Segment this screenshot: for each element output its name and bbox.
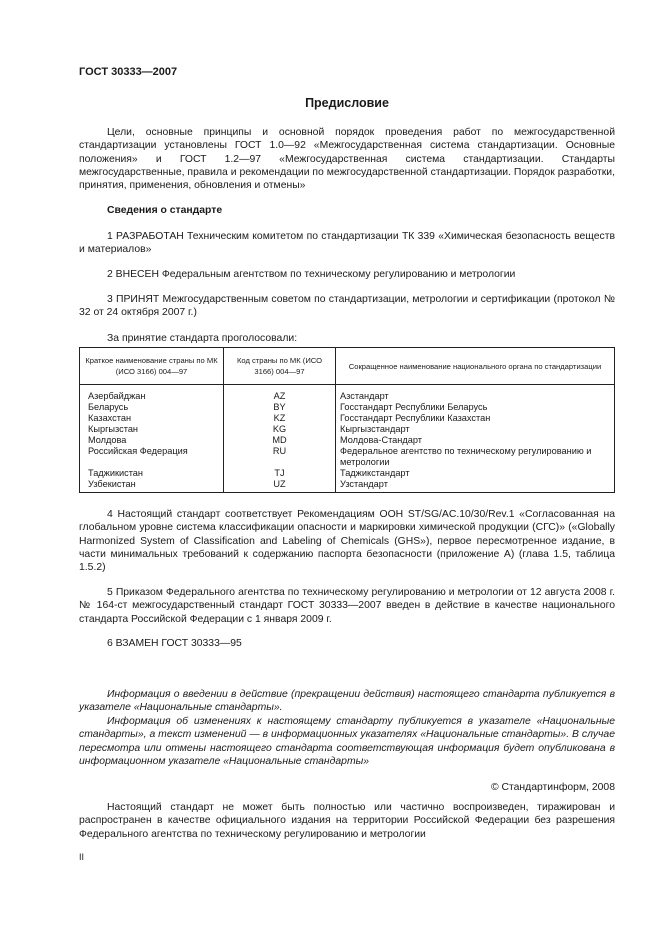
- table-row: [80, 424, 615, 435]
- body-cell: Узстандарт: [336, 479, 615, 493]
- section-heading: Сведения о стандарте: [107, 205, 223, 216]
- item-1-paragraph: 1 РАЗРАБОТАН Техническим комитетом по стандартизации ТК 339 «Химическая безопасность веществ и материалов»: [79, 231, 615, 256]
- country-cell: Казахстан: [88, 413, 132, 423]
- table-row: [80, 446, 615, 468]
- code-cell: AZ: [224, 385, 336, 403]
- country-cell: Российская Федерация: [88, 446, 188, 456]
- table-row: [80, 385, 615, 403]
- body-cell: Таджикстандарт: [336, 468, 615, 479]
- item-2-paragraph: 2 ВНЕСЕН Федеральным агентством по техническому регулированию и метрологии: [107, 269, 516, 280]
- country-cell: Азербайджан: [88, 391, 146, 401]
- intro-paragraph: Цели, основные принципы и основной порядок проведения работ по межгосударственной стандартизации установлены ГОСТ 1.0—92 «Межгосударственная система стандартизации. Основные положения» и ГОСТ 1.2—97 «Межгосударственная система стандартизации. Стандарты межгосударственные, правила и рекомендации по межгосударственной стандартизации. Порядок разработки, принятия, применения, обновления и отмены»: [79, 127, 615, 192]
- body-cell: Кыргызстандарт: [336, 424, 615, 435]
- body-cell: Молдова-Стандарт: [336, 435, 615, 446]
- country-cell: Кыргызстан: [88, 424, 139, 434]
- table-header-row: [80, 348, 615, 385]
- info-paragraph-2: Информация об изменениях к настоящему стандарту публикуется в указателе «Национальные стандарты», а текст изменений — в информационных указателях «Национальные стандарты». В случае пересмотра или отмены настоящего стандарта соответствующая информация будет опубликована в информационном указателе «Национальные стандарты»: [79, 716, 615, 767]
- page-title: Предисловие: [305, 96, 389, 110]
- country-cell: Беларусь: [88, 402, 129, 412]
- table-row: [80, 413, 615, 424]
- code-cell: KG: [224, 424, 336, 435]
- body-cell: Федеральное агентство по техническому регулированию и метрологии: [336, 446, 615, 468]
- info-paragraph-1: Информация о введении в действие (прекращении действия) настоящего стандарта публикуется в указателе «Национальные стандарты».: [79, 689, 615, 714]
- country-cell: Узбекистан: [88, 479, 136, 489]
- item-6-paragraph: 6 ВЗАМЕН ГОСТ 30333—95: [107, 638, 242, 649]
- table-header-body: Сокращенное наименование национального органа по стандартизации: [336, 348, 615, 385]
- item-3-paragraph: 3 ПРИНЯТ Межгосударственным советом по стандартизации, метрологии и сертификации (протокол № 32 от 24 октября 2007 г.): [79, 294, 615, 319]
- table-header-country: Краткое наименование страны по МК (ИСО 3166) 004—97: [80, 348, 224, 385]
- page-number: II: [79, 852, 85, 862]
- table-row: [80, 402, 615, 413]
- table-row: [80, 468, 615, 479]
- copyright-line: © Стандартинформ, 2008: [490, 782, 615, 793]
- country-cell: Молдова: [88, 435, 127, 445]
- code-cell: TJ: [224, 468, 336, 479]
- code-cell: BY: [224, 402, 336, 413]
- body-cell: Азстандарт: [336, 385, 615, 403]
- item-5-paragraph: 5 Приказом Федерального агентства по техническому регулированию и метрологии от 12 августа 2008 г. № 164-ст межгосударственный стандарт ГОСТ 30333—2007 введен в действие в качестве национального стандарта Российской Федерации с 1 января 2009 г.: [79, 587, 615, 625]
- code-cell: RU: [224, 446, 336, 468]
- voting-table: [79, 347, 615, 493]
- voted-label: За принятие стандарта проголосовали:: [107, 333, 298, 344]
- body-cell: Госстандарт Республики Беларусь: [336, 402, 615, 413]
- rights-notice-paragraph: Настоящий стандарт не может быть полностью или частично воспроизведен, тиражирован и распространен в качестве официального издания на территории Российской Федерации без разрешения Федерального агентства по техническому регулированию и метрологии: [79, 802, 615, 840]
- code-cell: KZ: [224, 413, 336, 424]
- doc-code-header: ГОСТ 30333—2007: [79, 66, 178, 78]
- country-cell: Таджикистан: [88, 468, 143, 478]
- table-header-code: Код страны по МК (ИСО 3166) 004—97: [224, 348, 336, 385]
- code-cell: UZ: [224, 479, 336, 493]
- body-cell: Госстандарт Республики Казахстан: [336, 413, 615, 424]
- table-row: [80, 435, 615, 446]
- table-row: [80, 479, 615, 493]
- item-4-paragraph: 4 Настоящий стандарт соответствует Рекомендациям ООН ST/SG/AC.10/30/Rev.1 «Согласованная на глобальном уровне система классификации опасности и маркировки химической продукции (СГС)» («Globally Harmonized System of Classification and Labeling of Chemicals (GHS»), первое пересмотренное издание, в части минимальных требований к содержанию паспорта безопасности (приложение А) (глава 1.5, таблица 1.5.2): [79, 509, 615, 574]
- code-cell: MD: [224, 435, 336, 446]
